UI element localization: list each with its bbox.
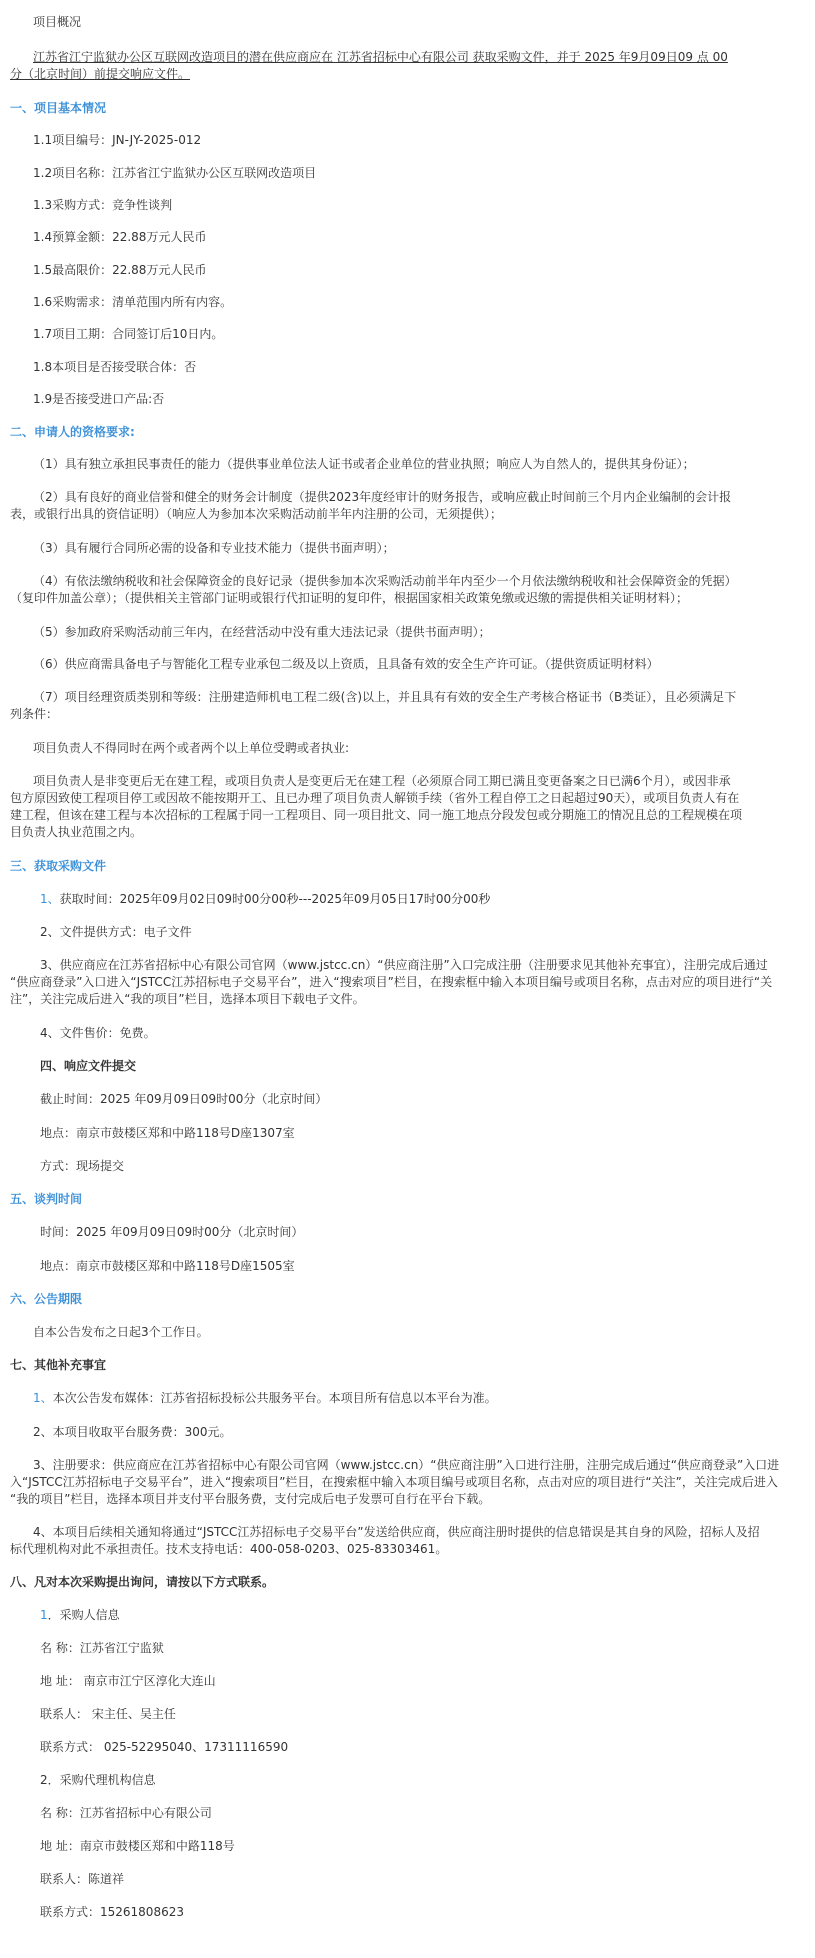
section-3-heading: 三、获取采购文件 [10,859,107,873]
agent-name: 名 称：江苏省招标中心有限公司 [40,1806,212,1820]
project-manager-line-1: 项目负责人是非变更后无在建工程，或项目负责人是变更后无在建工程（必须原合同工期已满且变更备案之日已满6个月），或因非承 [33,774,731,788]
section-2-heading: 二、申请人的资格要求: [10,425,135,439]
register-requirement-line-2: 入“JSTCC江苏招标电子交易平台”，进入“搜索项目”栏目，在搜索框中输入本项目编号或项目名称，点击对应的项目进行“关注”，关注完成后进入 [10,1475,778,1489]
overview-title: 项目概况 [33,15,82,29]
submission-location: 地点：南京市鼓楼区郑和中路118号D座1307室 [40,1126,295,1140]
project-manager-line-3: 建工程，但该在建工程与本次招标的工程属于同一工程项目、同一项目批文、同一施工地点分段发包或分期施工的情况且总的工程规模在项 [10,808,743,822]
section-6-heading: 六、公告期限 [10,1292,83,1306]
buyer-address: 地 址： 南京市江宁区淳化大连山 [40,1674,216,1688]
qualification-3: （3）具有履行合同所必需的设备和专业技术能力（提供书面声明）； [33,541,395,555]
register-requirement-line-3: “我的项目”栏目，选择本项目并支付平台服务费，支付完成后电子发票可自行在平台下载。 [10,1492,491,1506]
buyer-phone: 联系方式： 025-52295040、17311116590 [40,1740,289,1754]
qualification-1: （1）具有独立承担民事责任的能力（提供事业单位法人证书或者企业单位的营业执照；响应人为自然人的，提供其身份证）； [33,457,695,471]
qualification-2-line-2: 表，或银行出具的资信证明）（响应人为参加本次采购活动前半年内注册的公司，无须提供）； [10,507,503,521]
basic-info-item: 1.4预算金额：22.88万元人民币 [33,230,207,244]
section-4-heading: 四、响应文件提交 [40,1059,137,1073]
registration-line-2: “供应商登录”入口进入“JSTCC江苏招标电子交易平台”，进入“搜索项目”栏目，在搜索框中输入本项目编号或项目名称，点击对应的项目进行“关 [10,975,773,989]
basic-info-item: 1.5最高限价：22.88万元人民币 [33,263,207,277]
basic-info-item: 1.8本项目是否接受联合体：否 [33,360,197,374]
platform-fee: 2、本项目收取平台服务费：300元。 [33,1425,232,1439]
basic-info-item: 1.2项目名称：江苏省江宁监狱办公区互联网改造项目 [33,166,317,180]
project-manager-line-4: 目负责人执业范围之内。 [10,825,143,839]
qualification-6: （6）供应商需具备电子与智能化工程专业承包二级及以上资质，且具备有效的安全生产许可证。（提供资质证明材料） [33,657,659,671]
section-1-heading: 一、项目基本情况 [10,101,107,115]
negotiation-time: 时间：2025 年09月09日09时00分（北京时间） [40,1225,304,1239]
overview-intro-line-2: 分（北京时间）前提交响应文件。 [10,67,191,81]
section-8-heading: 八、凡对本次采购提出询问，请按以下方式联系。 [10,1575,275,1589]
project-manager-note: 项目负责人不得同时在两个或者两个以上单位受聘或者执业: [33,741,350,755]
qualification-7-line-1: （7）项目经理资质类别和等级：注册建造师机电工程二级(含)以上，并且具有有效的安全生产考核合格证书（B类证），且必须满足下 [33,690,737,704]
project-manager-line-2: 包方原因致使工程项目停工或因故不能按期开工、且已办理了项目负责人解锁手续（省外工程自停工之日起超过90天），或项目负责人有在 [10,791,740,805]
section-7-heading: 七、其他补充事宜 [10,1358,107,1372]
obtain-time-number: 1、 [40,892,60,906]
notification-line-2: 标代理机构对此不承担责任。技术支持电话：400-058-0203、025-83303461。 [10,1542,448,1556]
qualification-7-line-2: 列条件： [10,707,59,721]
basic-info-item: 1.6采购需求：清单范围内所有内容。 [33,295,233,309]
agent-address: 地 址：南京市鼓楼区郑和中路118号 [40,1839,235,1853]
buyer-info-title [0,1607,815,1623]
basic-info-item: 1.7项目工期：合同签订后10日内。 [33,327,224,341]
overview-intro-line-1: 江苏省江宁监狱办公区互联网改造项目的潜在供应商应在 江苏省招标中心有限公司 获取采购文件，并于 2025 年9月09日09 点 00 [33,50,728,64]
negotiation-location: 地点：南京市鼓楼区郑和中路118号D座1505室 [40,1259,295,1273]
qualification-2-line-1: （2）具有良好的商业信誉和健全的财务会计制度（提供2023年度经审计的财务报告，或响应截止时间前三个月内企业编制的会计报 [33,490,732,504]
agent-info-title: 2．采购代理机构信息 [40,1773,156,1787]
basic-info-item: 1.9是否接受进口产品:否 [33,392,165,406]
register-requirement-line-1: 3、注册要求：供应商应在江苏省招标中心有限公司官网（www.jstcc.cn）“供应商注册”入口进行注册，注册完成后通过“供应商登录”入口进 [33,1458,780,1472]
qualification-4-line-2: （复印件加盖公章）；（提供相关主管部门证明或银行代扣证明的复印件，根据国家相关政策免缴或迟缴的需提供相关证明材料）； [10,591,689,605]
buyer-contact: 联系人： 宋主任、吴主任 [40,1707,176,1721]
buyer-info-title-text: ．采购人信息 [47,1608,120,1622]
document-price: 4、文件售价：免费。 [40,1026,156,1040]
notice-period: 自本公告发布之日起3个工作日。 [33,1325,209,1339]
publish-media-number: 1、 [33,1391,53,1405]
agent-phone: 联系方式：15261808623 [40,1905,184,1919]
obtain-time-text: 获取时间：2025年09月02日09时00分00秒---2025年09月05日17时00分00秒 [59,892,491,906]
basic-info-item: 1.1项目编号：JN-JY-2025-012 [33,133,202,147]
registration-line-3: 注”，关注完成后进入“我的项目”栏目，选择本项目下载电子文件。 [10,992,365,1006]
obtain-method: 2、文件提供方式：电子文件 [40,925,192,939]
agent-contact: 联系人：陈道祥 [40,1872,125,1886]
registration-line-1: 3、供应商应在江苏省招标中心有限公司官网（www.jstcc.cn）“供应商注册”入口完成注册（注册要求见其他补充事宜），注册完成后通过 [40,958,768,972]
submission-method: 方式：现场提交 [40,1159,125,1173]
submission-deadline: 截止时间：2025 年09月09日09时00分（北京时间） [40,1092,328,1106]
buyer-name: 名 称：江苏省江宁监狱 [40,1641,164,1655]
publish-media [0,1390,815,1406]
obtain-time [0,891,815,907]
notification-line-1: 4、本项目后续相关通知将通过“JSTCC江苏招标电子交易平台”发送给供应商，供应商注册时提供的信息错误是其自身的风险，招标人及招 [33,1525,760,1539]
section-5-heading: 五、谈判时间 [10,1192,83,1206]
buyer-info-number: 1 [40,1608,48,1622]
qualification-4-line-1: （4）有依法缴纳税收和社会保障资金的良好记录（提供参加本次采购活动前半年内至少一个月依法缴纳税收和社会保障资金的凭据） [33,574,737,588]
basic-info-item: 1.3采购方式：竞争性谈判 [33,198,173,212]
publish-media-text: 本次公告发布媒体：江苏省招标投标公共服务平台。本项目所有信息以本平台为准。 [52,1391,497,1405]
qualification-5: （5）参加政府采购活动前三年内，在经营活动中没有重大违法记录（提供书面声明）； [33,625,491,639]
